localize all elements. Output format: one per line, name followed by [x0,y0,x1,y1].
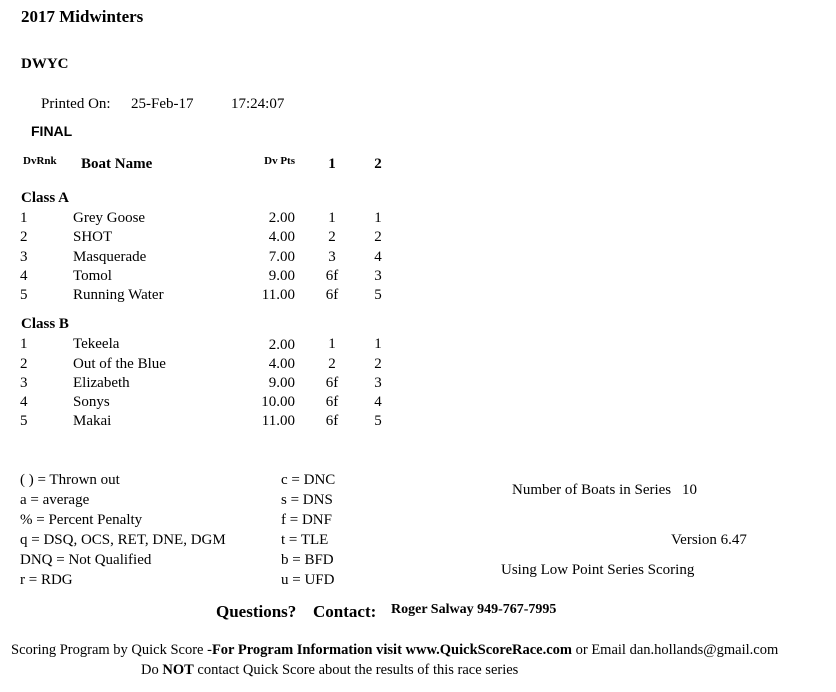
row-race1: 2 [328,229,336,245]
row-points: 11.00 [261,413,295,429]
row-points: 11.00 [261,287,295,303]
row-boat-name: Makai [73,413,112,429]
row-points: 10.00 [261,394,295,410]
footer-website-link[interactable]: For Program Information visit www.QuickScoreRace.com [211,642,572,658]
col-header-points: Dv Pts [264,155,295,167]
row-race2: 1 [374,336,382,352]
row-rank: 4 [20,268,28,284]
row-boat-name: SHOT [73,229,113,245]
col-header-race2: 2 [374,156,382,172]
row-race2: 3 [374,268,382,284]
row-race2: 1 [374,210,382,226]
legend-item: t = TLE [281,532,329,548]
row-rank: 1 [20,210,28,226]
boats-in-series-count: 10 [682,482,697,498]
row-race1: 1 [328,210,336,226]
boats-in-series-label: Number of Boats in Series [512,482,672,498]
row-race1: 6f [325,394,339,410]
legend-item: c = DNC [281,472,336,488]
row-race1: 1 [328,336,336,352]
legend-item: % = Percent Penalty [20,512,143,528]
row-points: 9.00 [268,268,295,284]
version-text: Version 6.47 [671,532,747,548]
legend-item: DNQ = Not Qualified [20,552,152,568]
footer-notice-start: Do [141,662,163,678]
row-race2: 2 [374,356,382,372]
row-points: 9.00 [268,375,295,391]
row-race1: 6f [325,268,339,284]
footer-notice-emphasis: NOT [162,662,194,678]
legend-item: ( ) = Thrown out [20,472,120,488]
row-rank: 1 [20,336,28,352]
row-rank: 3 [20,375,28,391]
row-points: 7.00 [268,249,295,265]
contact-label: Contact: [313,602,377,621]
row-boat-name: Sonys [73,394,110,410]
row-race2: 3 [374,375,382,391]
legend-item: s = DNS [281,492,333,508]
legend-item: f = DNF [281,512,332,528]
col-header-race1: 1 [328,156,336,172]
row-points: 4.00 [268,356,295,372]
footer-program-text: Scoring Program by Quick Score - [11,642,212,658]
legend-item: q = DSQ, OCS, RET, DNE, DGM [20,532,226,548]
row-boat-name: Tekeela [73,336,120,352]
row-points: 4.00 [268,229,295,245]
col-header-boat: Boat Name [81,156,153,172]
row-rank: 4 [20,394,28,410]
footer-notice-end: contact Quick Score about the results of this race series [193,662,519,678]
row-boat-name: Grey Goose [73,210,146,226]
row-race1: 6f [325,375,339,391]
contact-person: Roger Salway 949-767-7995 [391,602,557,617]
row-race2: 5 [374,287,382,303]
footer-email-text: or Email dan.hollands@gmail.com [571,642,779,658]
footer-line-1 [11,643,778,658]
printed-label: Printed On: [41,96,111,112]
row-race1: 6f [325,413,339,429]
printed-time: 17:24:07 [231,96,285,112]
row-points: 2.00 [268,210,295,226]
club-name: DWYC [21,56,69,72]
scoring-system: Using Low Point Series Scoring [501,562,695,578]
legend-item: u = UFD [281,572,335,588]
legend-item: b = BFD [281,552,334,568]
row-rank: 2 [20,356,28,372]
legend-item: a = average [20,492,90,508]
row-race2: 4 [374,249,382,265]
row-points: 2.00 [268,337,295,353]
row-race2: 2 [374,229,382,245]
legend-item: r = RDG [20,572,73,588]
row-boat-name: Out of the Blue [73,356,166,372]
row-boat-name: Masquerade [73,249,147,265]
footer-line-2 [141,663,518,678]
row-rank: 3 [20,249,28,265]
row-boat-name: Running Water [73,287,164,303]
class-heading: Class B [21,316,69,332]
row-race1: 2 [328,356,336,372]
row-boat-name: Elizabeth [73,375,130,391]
class-heading: Class A [21,190,69,206]
col-header-rank: DvRnk [23,155,57,167]
row-race1: 3 [328,249,336,265]
row-boat-name: Tomol [73,268,112,284]
row-race2: 5 [374,413,382,429]
row-rank: 2 [20,229,28,245]
printed-date: 25-Feb-17 [131,96,194,112]
row-race2: 4 [374,394,382,410]
row-rank: 5 [20,287,28,303]
page-title: 2017 Midwinters [21,7,144,26]
questions-label: Questions? [216,602,297,621]
status-final: FINAL [31,123,73,139]
row-rank: 5 [20,413,28,429]
row-race1: 6f [325,287,339,303]
